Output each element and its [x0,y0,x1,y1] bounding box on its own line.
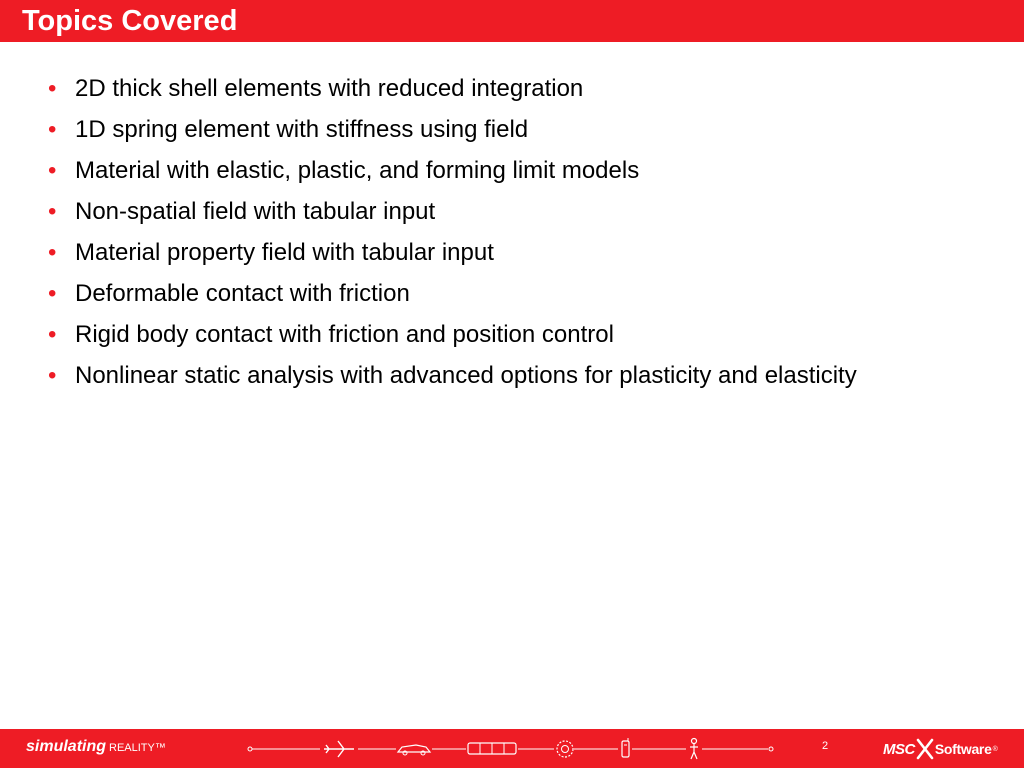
timeline-end-dot [769,747,773,751]
bullet-dot-icon: • [48,239,57,266]
topic-bullet-item [48,237,948,269]
bullet-dot-icon: • [48,280,57,307]
bullet-dot-icon: • [48,75,57,102]
topic-bullet-text: 2D thick shell elements with reduced integration [75,75,584,102]
logo-software-text: Software [934,741,992,757]
timeline-start-dot [248,747,252,751]
title-bar [0,0,1024,42]
topic-bullet-text: Material with elastic, plastic, and forming limit models [75,157,640,184]
topic-bullet-item [48,360,948,392]
bullet-dot-icon: • [48,116,57,143]
topic-bullet-text: Deformable contact with friction [75,280,410,307]
tagline-strong: simulating [26,738,107,755]
industry-timeline-graphic [246,736,776,762]
topic-bullet-text: Nonlinear static analysis with advanced options for plasticity and elasticity [75,362,857,389]
topic-bullet-item [48,155,948,187]
bullet-dot-icon: • [48,362,57,389]
tagline-light: REALITY™ [109,742,166,754]
bullet-dot-icon: • [48,157,57,184]
page-number: 2 [822,740,829,752]
logo-msc-text: MSC [883,740,915,758]
topic-bullet-item [48,278,948,310]
topic-bullet-item [48,196,948,228]
topic-bullet-text: 1D spring element with stiffness using field [75,116,529,143]
gear-icon [557,741,573,757]
footer-tagline [26,738,166,756]
msc-software-logo [883,736,998,762]
topic-bullet-item [48,73,948,105]
logo-x-swoosh-icon [916,738,934,760]
bullet-dot-icon: • [48,321,57,348]
phone-icon [622,738,629,757]
topic-bullet-item [48,319,948,351]
topics-list [48,73,948,401]
logo-registered-mark: ® [992,745,998,753]
topic-bullet-text: Non-spatial field with tabular input [75,198,436,225]
airplane-icon [324,741,354,757]
train-icon [468,743,516,754]
footer-bar [0,729,1024,768]
bullet-dot-icon: • [48,198,57,225]
topic-bullet-text: Material property field with tabular input [75,239,494,266]
person-icon [690,739,698,760]
topic-bullet-text: Rigid body contact with friction and position control [75,321,614,348]
topic-bullet-item [48,114,948,146]
car-icon [398,745,430,755]
slide-title: Topics Covered [22,5,238,37]
